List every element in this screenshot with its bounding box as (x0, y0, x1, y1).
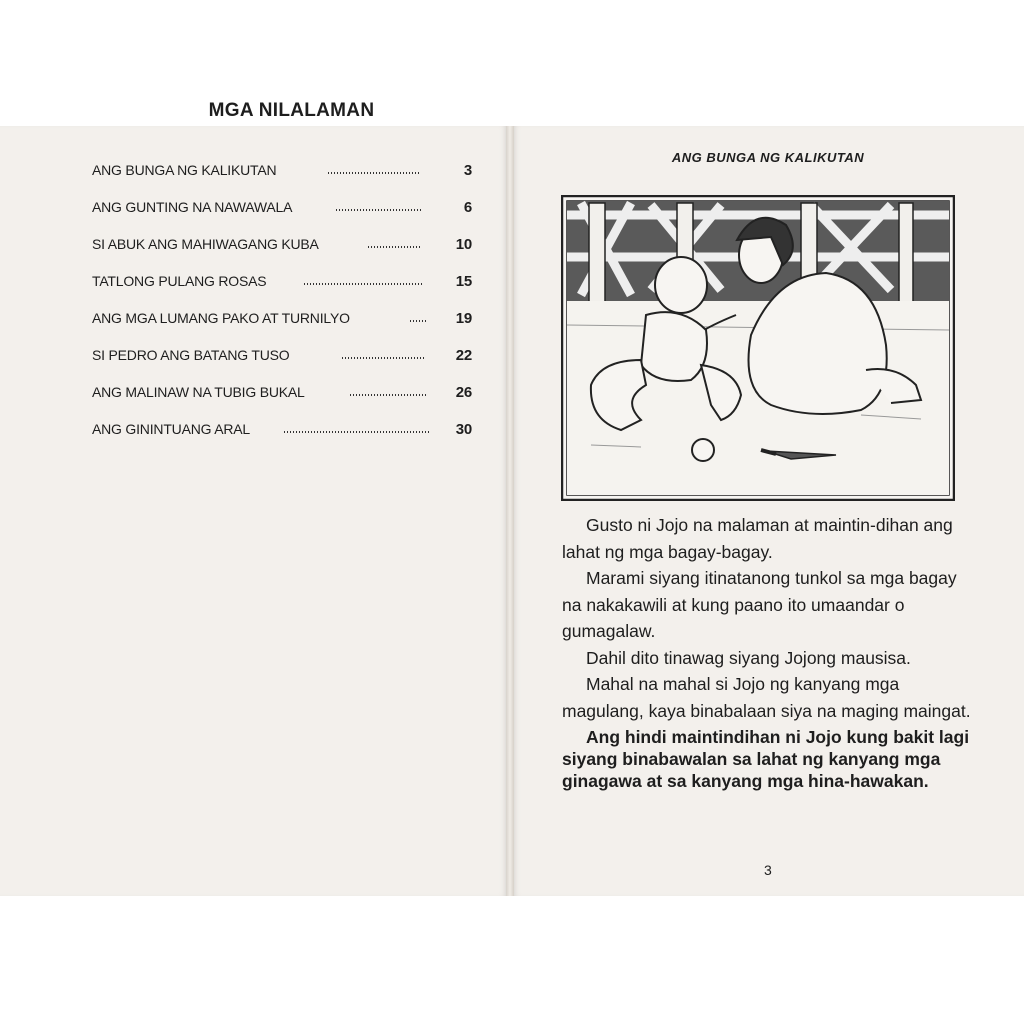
story-text (562, 512, 972, 792)
toc-entry-page: 6 (463, 199, 472, 216)
story-illustration (561, 195, 955, 501)
toc-entry (92, 195, 472, 232)
story-paragraph-bold: Ang hindi maintindihan ni Jojo kung bakit lagi siyang binabawalan sa lahat ng kanyang mga ginagawa at sa kanyang mga hina-hawakan. (562, 727, 970, 791)
toc-entry (92, 380, 472, 417)
toc-leader-dots (336, 209, 422, 211)
toc-entry (92, 232, 472, 269)
toc-entry-title: ANG BUNGA NG KALIKUTAN (92, 162, 277, 178)
toc-leader-dots (304, 283, 424, 285)
toc-entry (92, 158, 472, 195)
toc-entry-page: 3 (463, 162, 472, 179)
toc-leader-dots (350, 394, 428, 396)
toc-entry-page: 26 (455, 384, 472, 401)
toc-entry-page: 30 (455, 421, 472, 438)
toc-leader-dots (410, 320, 426, 322)
toc-leader-dots (342, 357, 424, 359)
toc-entry-title: TATLONG PULANG ROSAS (92, 273, 267, 289)
toc-entry-page: 22 (455, 347, 472, 364)
story-paragraph: Mahal na mahal si Jojo ng kanyang mga magulang, kaya binabalaan siya na maging maingat. (562, 674, 971, 721)
toc-entry-page: 19 (455, 310, 472, 327)
chapter-header: ANG BUNGA NG KALIKUTAN (671, 150, 865, 165)
toc-entry (92, 269, 472, 306)
toc-leader-dots (284, 431, 430, 433)
toc-entry (92, 343, 472, 380)
toc-leader-dots (368, 246, 422, 248)
story-paragraph: Gusto ni Jojo na malaman at maintin-dihan ang lahat ng mga bagay-bagay. (562, 515, 953, 562)
toc-entry-page: 10 (455, 236, 472, 253)
toc-entry-title: SI ABUK ANG MAHIWAGANG KUBA (92, 236, 319, 252)
toc-entry-title: SI PEDRO ANG BATANG TUSO (92, 347, 290, 363)
toc-title: MGA NILALAMAN (208, 100, 375, 121)
toc-entry (92, 306, 472, 343)
table-of-contents (92, 158, 472, 454)
toc-entry-title: ANG MALINAW NA TUBIG BUKAL (92, 384, 305, 400)
toc-entry-title: ANG GININTUANG ARAL (92, 421, 251, 437)
toc-leader-dots (328, 172, 420, 174)
toc-entry-page: 15 (455, 273, 472, 290)
page-number: 3 (764, 862, 772, 878)
book-gutter (506, 126, 514, 896)
story-paragraph: Dahil dito tinawag siyang Jojong mausisa. (586, 647, 911, 668)
toc-entry-title: ANG MGA LUMANG PAKO AT TURNILYO (92, 310, 350, 326)
toc-entry (92, 417, 472, 454)
story-paragraph: Marami siyang itinatanong tunkol sa mga bagay na nakakawili at kung paano ito umaandar o gumagalaw. (562, 568, 957, 641)
toc-entry-title: ANG GUNTING NA NAWAWALA (92, 199, 293, 215)
